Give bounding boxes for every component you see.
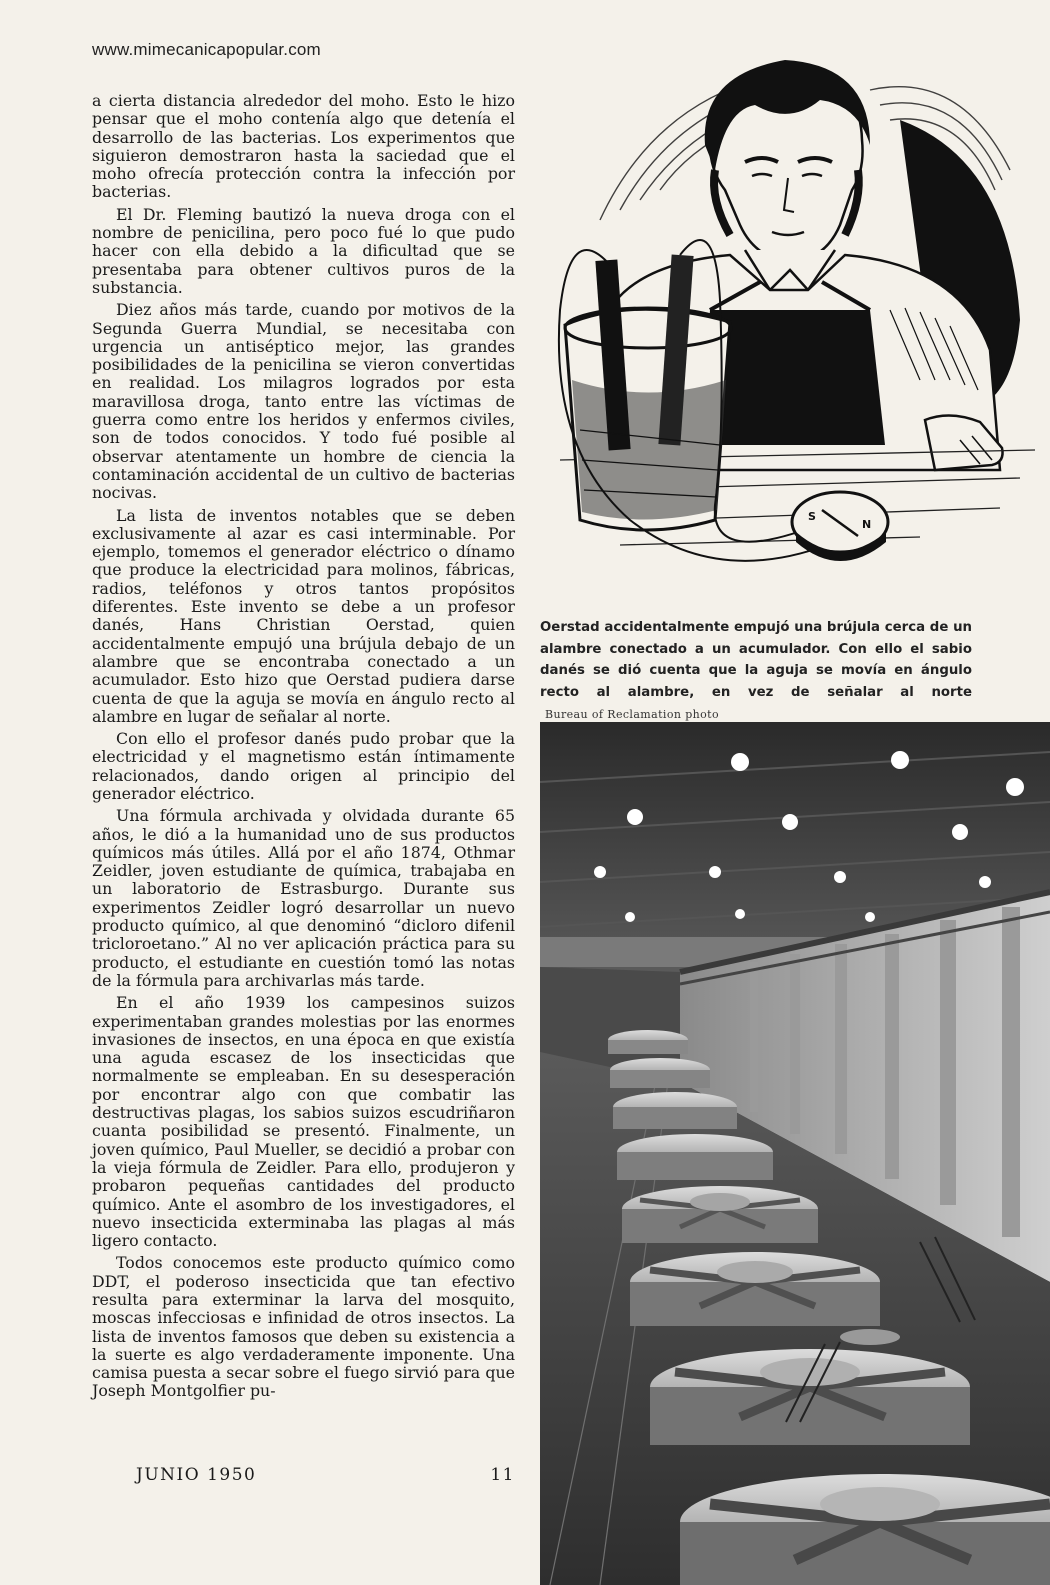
generator-hall-photo <box>540 722 1050 1585</box>
article-paragraph: Con ello el profesor danés pudo probar que la electricidad y el magnetismo están íntimamente relacionados, dando origen al principio del generador eléctrico. <box>92 729 515 803</box>
article-paragraph: En el año 1939 los campesinos suizos experimentaban grandes molestias por las enormes invasiones de insectos, en una época en que existía una aguda escasez de los insecticidas que normalmente se empleaban. En su desesperación por encontrar algo con que combatir las destructivas plagas, los sabios suizos escudriñaron cuanta posibilidad se presentó. Finalmente, un joven químico, Paul Mueller, se decidió a probar con la vieja fórmula de Zeidler. Para ello, produjeron y probaron pequeñas cantidades del producto químico. Ante el asombro de los investigadores, el nuevo insecticida exterminaba las plagas al más ligero contacto. <box>92 993 515 1251</box>
photo-credit: Bureau of Reclamation photo <box>545 708 720 721</box>
page-number: 11 <box>490 1465 515 1485</box>
article-paragraph: Diez años más tarde, cuando por motivos de la Segunda Guerra Mundial, se necesitaba con urgencia un antiséptico mejor, las grandes posibilidades de la penicilina se vieron convertidas en realidad. Los milagros logrados por esta maravillosa droga, tanto entre las víctimas de guerra como entre los heridos y enfermos civiles, son de todos conocidos. Y todo fué posible al observar atentamente un hombre de ciencia la contaminación accidental de un cultivo de bacterias nocivas. <box>92 300 515 503</box>
compass-icon <box>792 492 888 561</box>
compass-letter: S <box>808 510 816 523</box>
article-paragraph: La lista de inventos notables que se deben exclusivamente al azar es casi interminable. Por ejemplo, tomemos el generador eléctrico o dínamo que produce la electricidad para molinos, fábricas, radios, teléfonos y otros tantos propósitos diferentes. Este invento se debe a un profesor danés, Hans Christian Oerstad, quien accidentalmente empujó una brújula debajo de un alambre que se encontraba conectado a un acumulador. Esto hizo que Oerstad pudiera darse cuenta de que la aguja se movía en ángulo recto al alambre en lugar de señalar al norte. <box>92 505 515 726</box>
oerstad-illustration <box>540 50 1035 605</box>
site-url[interactable]: www.mimecanicapopular.com <box>92 40 321 59</box>
article-paragraph: a cierta distancia alrededor del moho. Esto le hizo pensar que el moho contenía algo que detenía el desarrollo de las bacterias. Los experimentos que siguieron demostraron hasta la saciedad que el moho ofrecía protección contra la infección por bacterias. <box>92 91 515 202</box>
article-paragraph: Todos conocemos este producto químico como DDT, el poderoso insecticida que tan efectivo resulta para exterminar la larva del mosquito, moscas infecciosas e infinidad de otros insectos. La lista de inventos famosos que deben su existencia a la suerte es algo verdaderamente imponente. Una camisa puesta a secar sobre el fuego sirvió para que Joseph Montgolfier pu- <box>92 1253 515 1401</box>
article-paragraph: Una fórmula archivada y olvidada durante 65 años, le dió a la humanidad uno de sus productos químicos más útiles. Allá por el año 1874, Othmar Zeidler, joven estudiante de química, trabajaba en un laboratorio de Estrasburgo. Durante sus experimentos Zeidler logró desarrollar un nuevo producto químico, al que denominó “dicloro difenil tricloroetano.” Al no ver aplicación práctica para su producto, el estudiante en cuestión tomó las notas de la fórmula para archivarlas más tarde. <box>92 806 515 990</box>
compass-letter: N <box>862 518 872 531</box>
article-body <box>92 92 515 1405</box>
article-paragraph: El Dr. Fleming bautizó la nueva droga con el nombre de penicilina, pero poco fué lo que pudo hacer con ella debido a la dificultad que se presentaba para obtener cultivos puros de la substancia. <box>92 204 515 297</box>
issue-date: JUNIO 1950 <box>136 1465 257 1485</box>
illustration-caption: Oerstad accidentalmente empujó una brújula cerca de un alambre conectado a un acumulador. Con ello el sabio danés se dió cuenta que la aguja se movía en ángulo recto al alambre, en vez de señalar al norte <box>540 620 972 700</box>
